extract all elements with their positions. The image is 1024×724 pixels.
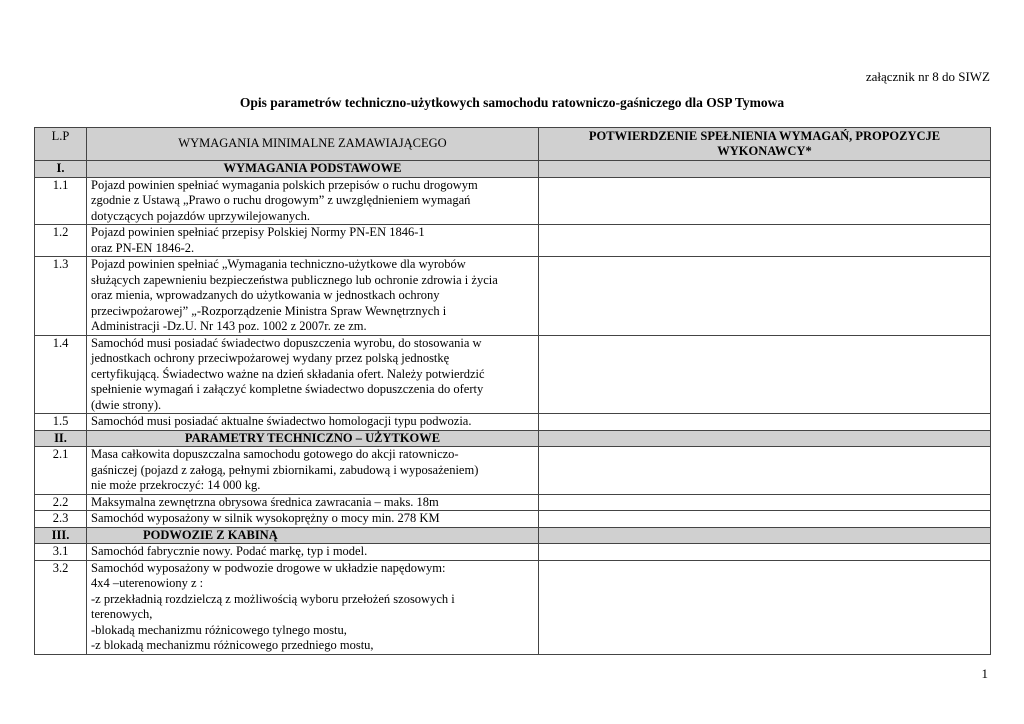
section-2 [35,430,991,527]
section-answer-cell [539,527,991,544]
table-row [35,257,991,336]
row-number: 2.3 [35,511,87,528]
requirement-text: Samochód fabrycznie nowy. Podać markę, typ i model. [87,544,539,561]
row-number: 1.2 [35,225,87,257]
answer-cell[interactable] [539,225,991,257]
requirement-text: Pojazd powinien spełniać wymagania polskich przepisów o ruchu drogowym zgodnie z Ustawą „Prawo o ruchu drogowym” z uwzględnieniem wymagań dotyczących pojazdów uprzywilejowanych. [87,177,539,225]
table-header-row [35,128,991,161]
section-title: PODWOZIE Z KABINĄ [87,527,539,544]
requirement-text: Samochód wyposażony w silnik wysokoprężny o mocy min. 278 KM [87,511,539,528]
requirement-text: Pojazd powinien spełniać przepisy Polskiej Normy PN-EN 1846-1 oraz PN-EN 1846-2. [87,225,539,257]
row-number: 2.2 [35,494,87,511]
section-header-row [35,430,991,447]
section-header-row [35,161,991,178]
table-row [35,414,991,431]
section-number: III. [35,527,87,544]
section-header-row [35,527,991,544]
section-number: I. [35,161,87,178]
section-3 [35,527,991,654]
requirement-text: Samochód musi posiadać świadectwo dopuszczenia wyrobu, do stosowania w jednostkach ochrony przeciwpożarowej wydany przez polską jednostkę certyfikującą. Świadectwo ważne na dzień składania ofert. Należy potwierdzić spełnienie wymagań i załączyć kompletne świadectwo dopuszczenia do oferty (dwie strony). [87,335,539,414]
row-number: 3.2 [35,560,87,654]
row-number: 2.1 [35,447,87,495]
table-row [35,177,991,225]
answer-cell[interactable] [539,414,991,431]
requirement-text: Masa całkowita dopuszczalna samochodu gotowego do akcji ratowniczo- gaśniczej (pojazd z załogą, pełnymi zbiornikami, zabudową i wyposażeniem) nie może przekroczyć: 14 000 kg. [87,447,539,495]
column-header-lp: L.P [35,128,87,161]
answer-cell[interactable] [539,494,991,511]
answer-cell[interactable] [539,335,991,414]
requirement-text: Pojazd powinien spełniać „Wymagania techniczno-użytkowe dla wyrobów służących zapewnieniu bezpieczeństwa publicznego lub ochronie zdrowia i życia oraz mienia, wprowadzanych do użytkowania w jednostkach ochrony przeciwpożarowej” „-Rozporządzenie Ministra Spraw Wewnętrznych i Administracji -Dz.U. Nr 143 poz. 1002 z 2007r. ze zm. [87,257,539,336]
section-answer-cell [539,430,991,447]
row-number: 1.4 [35,335,87,414]
requirement-text: Samochód wyposażony w podwozie drogowe w układzie napędowym: 4x4 –uterenowiony z : -z przekładnią rozdzielczą z możliwością wyboru przełożeń szosowych i terenowych, -blokadą mechanizmu różnicowego tylnego mostu, -z blokadą mechanizmu różnicowego przedniego mostu, [87,560,539,654]
table-row [35,511,991,528]
table-row [35,560,991,654]
answer-cell[interactable] [539,447,991,495]
row-number: 1.5 [35,414,87,431]
page-number: 1 [981,666,988,681]
annex-label: załącznik nr 8 do SIWZ [865,69,990,84]
table-row [35,447,991,495]
answer-cell[interactable] [539,177,991,225]
document-title: Opis parametrów techniczno-użytkowych samochodu ratowniczo-gaśniczego dla OSP Tymowa [239,95,785,110]
answer-cell[interactable] [539,257,991,336]
row-number: 1.3 [35,257,87,336]
section-answer-cell [539,161,991,178]
column-header-confirmation: POTWIERDZENIE SPEŁNIENIA WYMAGAŃ, PROPOZYCJE WYKONAWCY* [539,128,991,161]
section-1 [35,161,991,431]
requirement-text: Maksymalna zewnętrzna obrysowa średnica zawracania – maks. 18m [87,494,539,511]
table-row [35,335,991,414]
column-header-requirements: WYMAGANIA MINIMALNE ZAMAWIAJĄCEGO [87,128,539,161]
table-row [35,494,991,511]
section-title: WYMAGANIA PODSTAWOWE [87,161,539,178]
table-row [35,225,991,257]
answer-cell[interactable] [539,544,991,561]
section-title: PARAMETRY TECHNICZNO – UŻYTKOWE [87,430,539,447]
answer-cell[interactable] [539,560,991,654]
answer-cell[interactable] [539,511,991,528]
row-number: 1.1 [35,177,87,225]
row-number: 3.1 [35,544,87,561]
section-number: II. [35,430,87,447]
requirement-text: Samochód musi posiadać aktualne świadectwo homologacji typu podwozia. [87,414,539,431]
table-row [35,544,991,561]
requirements-table [34,127,991,655]
